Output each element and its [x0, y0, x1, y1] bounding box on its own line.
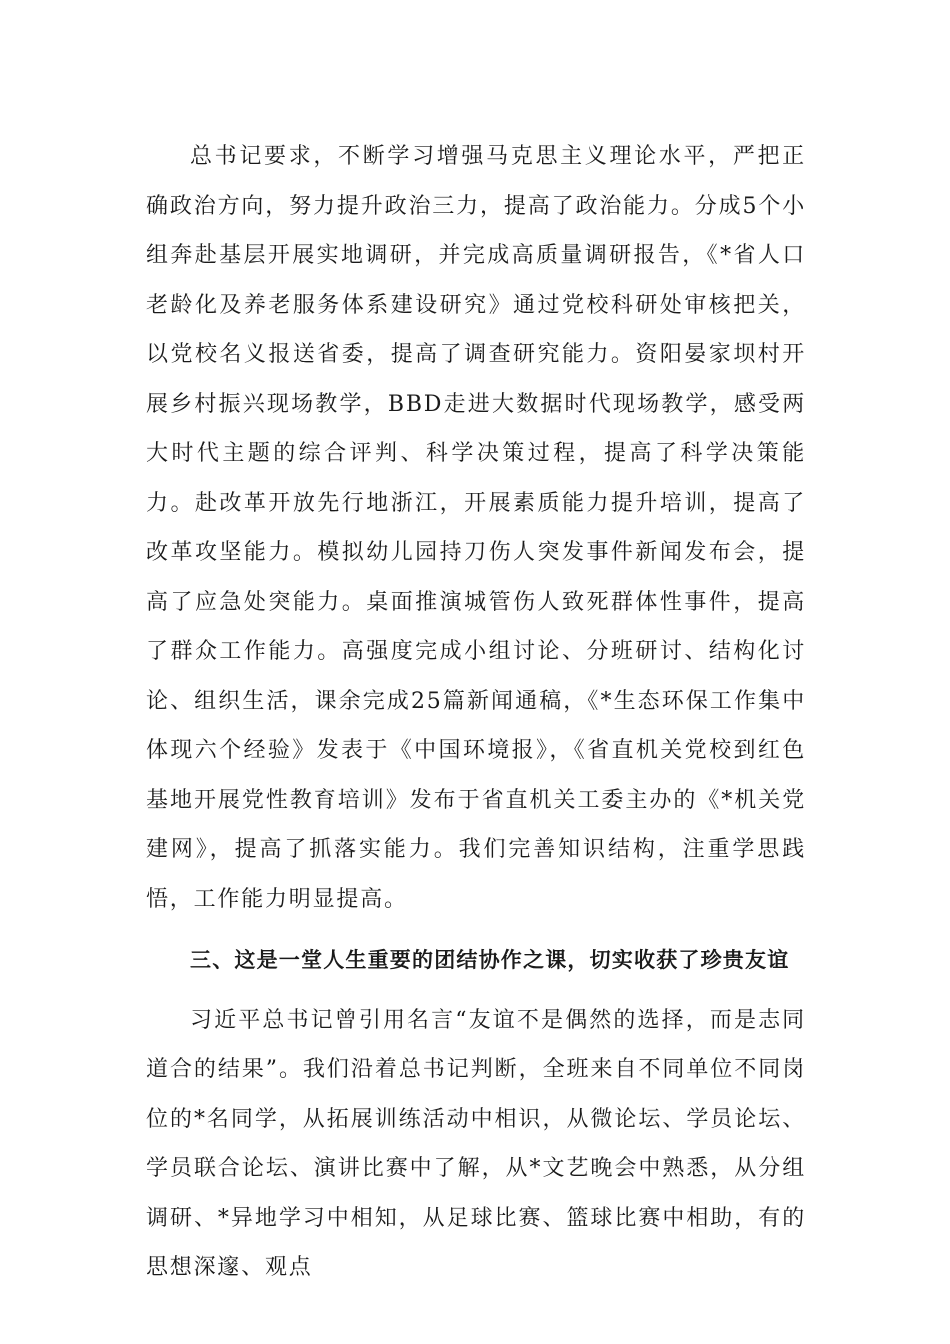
document-body	[146, 132, 806, 1293]
body-paragraph-1: 总书记要求，不断学习增强马克思主义理论水平，严把正确政治方向，努力提升政治三力，提高了政治能力。分成5个小组奔赴基层开展实地调研，并完成高质量调研报告，《*省人口老龄化及养老服务体系建设研究》通过党校科研处审核把关，以党校名义报送省委，提高了调查研究能力。资阳晏家坝村开展乡村振兴现场教学，BBD走进大数据时代现场教学，感受两大时代主题的综合评判、科学决策过程，提高了科学决策能力。赴改革开放先行地浙江，开展素质能力提升培训，提高了改革攻坚能力。模拟幼儿园持刀伤人突发事件新闻发布会，提高了应急处突能力。桌面推演城管伤人致死群体性事件，提高了群众工作能力。高强度完成小组讨论、分班研讨、结构化讨论、组织生活，课余完成25篇新闻通稿，《*生态环保工作集中体现六个经验》发表于《中国环境报》，《省直机关党校到红色基地开展党性教育培训》发布于省直机关工委主办的《*机关党建网》，提高了抓落实能力。我们完善知识结构，注重学思践悟，工作能力明显提高。	[146, 144, 806, 912]
section-heading-3: 三、这是一堂人生重要的团结协作之课，切实收获了珍贵友谊	[190, 948, 790, 972]
body-paragraph-2: 习近平总书记曾引用名言“友谊不是偶然的选择，而是志同道合的结果”。我们沿着总书记判断，全班来自不同单位不同岗位的*名同学，从拓展训练活动中相识，从微论坛、学员论坛、学员联合论坛、演讲比赛中了解，从*文艺晚会中熟悉，从分组调研、*异地学习中相知，从足球比赛、篮球比赛中相助，有的思想深邃、观点	[146, 1007, 806, 1280]
